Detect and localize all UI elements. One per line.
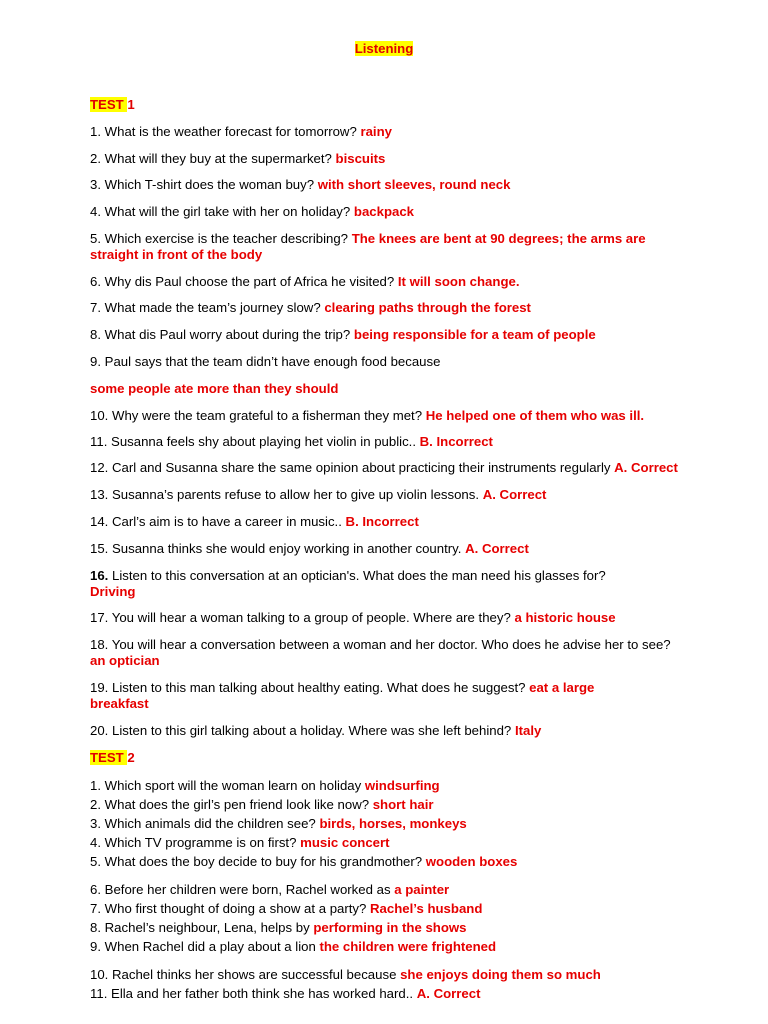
test1-item: 15. Susanna thinks she would enjoy working in another country. A. Correct: [90, 541, 529, 556]
test2-item: 1. Which sport will the woman learn on holiday windsurfing: [90, 778, 440, 793]
test1-item: 5. Which exercise is the teacher describing? The knees are bent at 90 degrees; the arms are straight in front of the body: [90, 231, 646, 262]
test1-item: 11. Susanna feels shy about playing het violin in public.. B. Incorrect: [90, 434, 493, 449]
test1-item: 8. What dis Paul worry about during the trip? being responsible for a team of people: [90, 327, 596, 342]
test1-item: 2. What will they buy at the supermarket? biscuits: [90, 151, 386, 166]
test2-item: 7. Who first thought of doing a show at a party? Rachel’s husband: [90, 901, 483, 916]
test2-item: 3. Which animals did the children see? birds, horses, monkeys: [90, 816, 467, 831]
test1-item: 10. Why were the team grateful to a fisherman they met? He helped one of them who was ill.: [90, 408, 645, 423]
test2-item: 4. Which TV programme is on first? music concert: [90, 835, 390, 850]
test1-item: 19. Listen to this man talking about healthy eating. What does he suggest? eat a large breakfast: [90, 680, 595, 711]
test1-item: 20. Listen to this girl talking about a holiday. Where was she left behind? Italy: [90, 723, 542, 738]
test1-item: 1. What is the weather forecast for tomorrow? rainy: [90, 124, 392, 139]
test1-item: 16. Listen to this conversation at an optician's. What does the man need his glasses for? Driving: [90, 568, 606, 599]
test1-item: 13. Susanna’s parents refuse to allow her to give up violin lessons. A. Correct: [90, 487, 547, 502]
test1-item: 12. Carl and Susanna share the same opinion about practicing their instruments regularly A. Correct: [90, 460, 678, 475]
test1-item: 7. What made the team’s journey slow? clearing paths through the forest: [90, 300, 531, 315]
test1-item: 6. Why dis Paul choose the part of Africa he visited? It will soon change.: [90, 274, 520, 289]
test1-item: some people ate more than they should: [90, 381, 339, 396]
test2-heading: TEST 2: [90, 750, 135, 765]
test1-item: 18. You will hear a conversation between a woman and her doctor. Who does he advise her to see? an optician: [90, 637, 671, 668]
test2-item: 6. Before her children were born, Rachel worked as a painter: [90, 882, 450, 897]
test2-item: 2. What does the girl’s pen friend look like now? short hair: [90, 797, 434, 812]
test1-item: 3. Which T-shirt does the woman buy? with short sleeves, round neck: [90, 177, 511, 192]
page-title: Listening: [354, 41, 414, 56]
test1-item: 9. Paul says that the team didn’t have enough food because: [90, 354, 441, 369]
test1-item: 17. You will hear a woman talking to a group of people. Where are they? a historic house: [90, 610, 616, 625]
test2-item: 5. What does the boy decide to buy for his grandmother? wooden boxes: [90, 854, 518, 869]
test2-item: 10. Rachel thinks her shows are successful because she enjoys doing them so much: [90, 967, 601, 982]
test2-item: 11. Ella and her father both think she has worked hard.. A. Correct: [90, 986, 481, 1001]
test1-item: 14. Carl’s aim is to have a career in music.. B. Incorrect: [90, 514, 419, 529]
test2-item: 9. When Rachel did a play about a lion the children were frightened: [90, 939, 497, 954]
test1-heading: TEST 1: [90, 97, 135, 112]
test2-item: 8. Rachel’s neighbour, Lena, helps by performing in the shows: [90, 920, 467, 935]
test1-item: 4. What will the girl take with her on holiday? backpack: [90, 204, 415, 219]
